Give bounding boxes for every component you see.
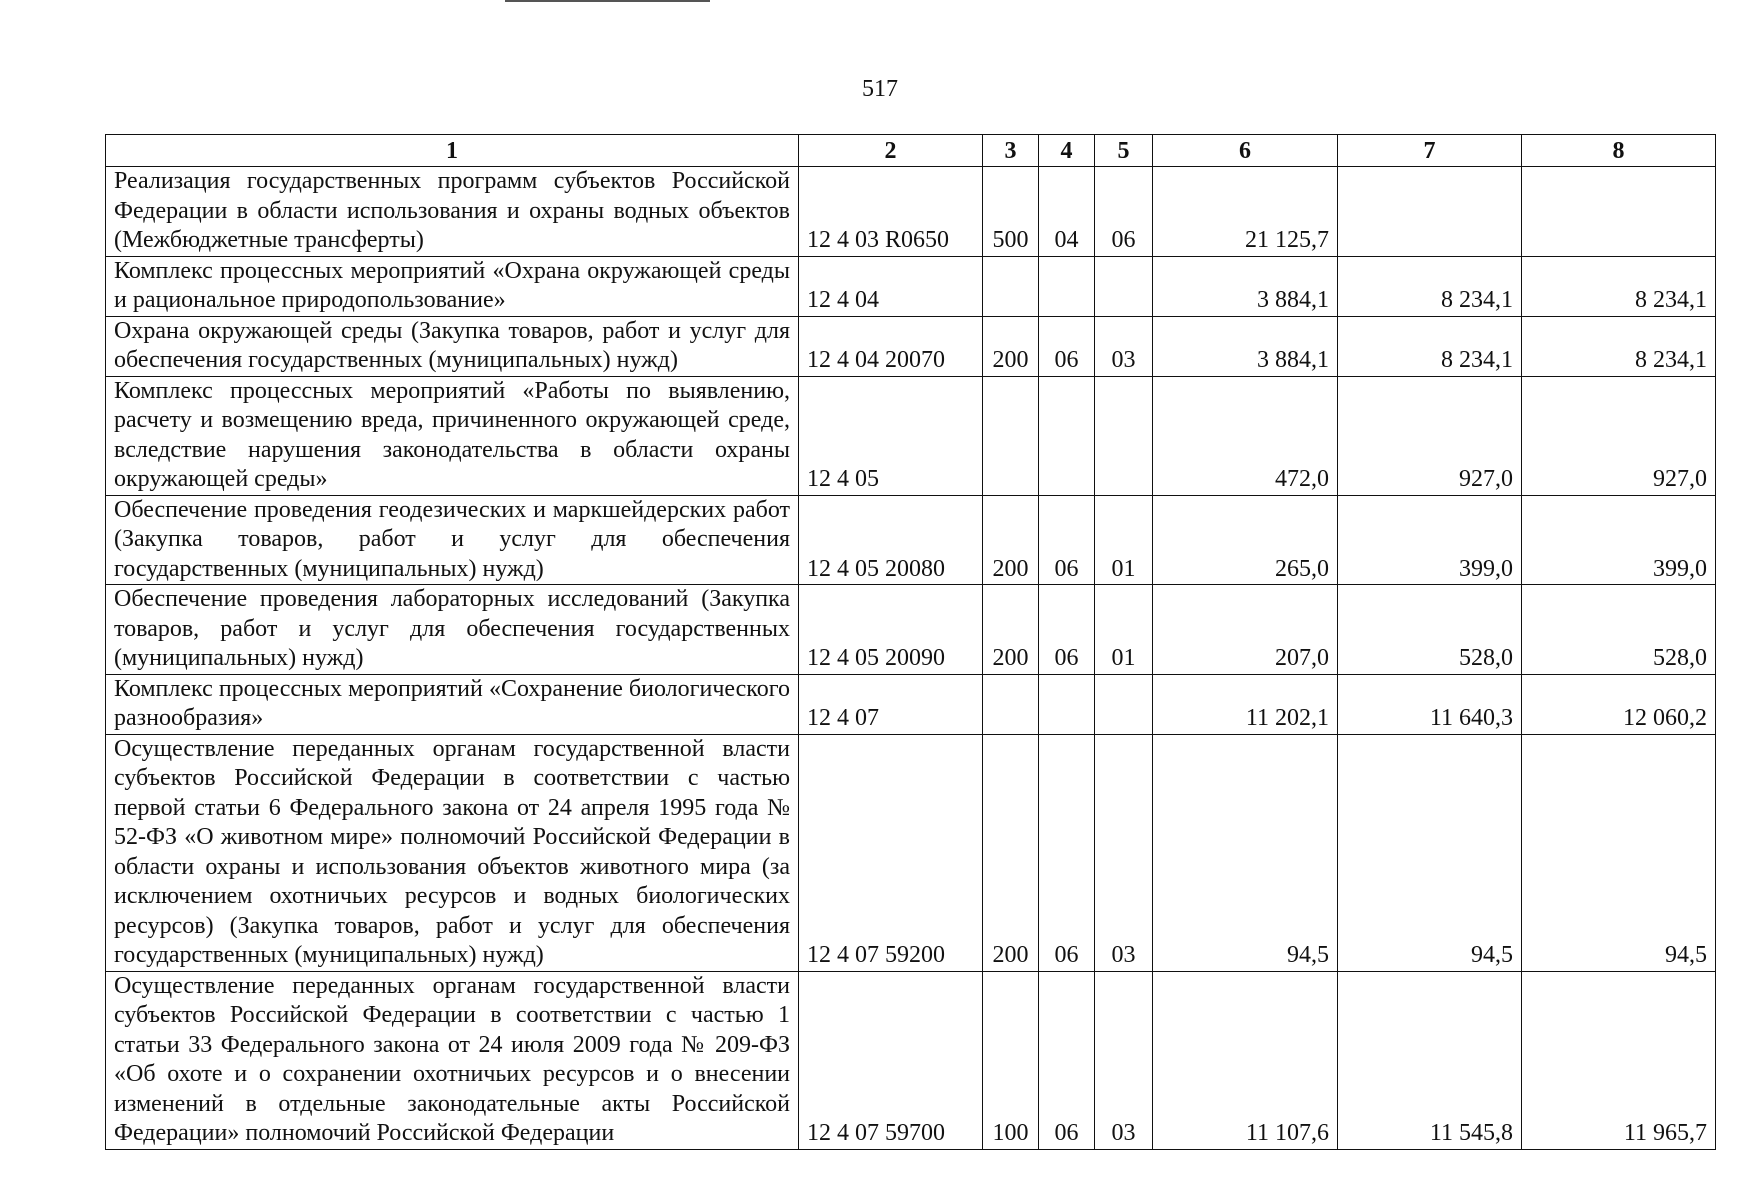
row-col-4: 06 [1039,734,1095,971]
row-name: Осуществление переданных органам государственной власти субъектов Российской Федерации в соответствии с частью первой статьи 6 Федерального закона от 24 апреля 1995 года № 52-ФЗ «О животном мире» полномочий Российской Федерации в области охраны и использования объектов животного мира (за исключением охотничьих ресурсов и водных биологических ресурсов) (Закупка товаров, работ и услуг для обеспечения государственных (муниципальных) нужд) [106,734,799,971]
row-value-6: 11 202,1 [1153,674,1338,734]
row-value-8: 399,0 [1522,495,1716,585]
row-code: 12 4 05 20090 [799,585,983,675]
row-value-7: 94,5 [1338,734,1522,971]
budget-table [105,134,1716,1150]
header-col-4: 4 [1039,135,1095,167]
row-col-3: 200 [983,585,1039,675]
row-name: Комплекс процессных мероприятий «Сохранение биологического разнообразия» [106,674,799,734]
row-value-6: 472,0 [1153,376,1338,495]
row-value-6: 265,0 [1153,495,1338,585]
row-code: 12 4 04 20070 [799,316,983,376]
table-row [106,734,1716,971]
row-col-5 [1095,376,1153,495]
row-value-7: 399,0 [1338,495,1522,585]
row-col-3: 100 [983,971,1039,1149]
row-code: 12 4 07 59700 [799,971,983,1149]
row-code: 12 4 05 20080 [799,495,983,585]
row-col-3: 200 [983,316,1039,376]
row-col-3 [983,674,1039,734]
row-value-8: 8 234,1 [1522,256,1716,316]
table-row [106,167,1716,257]
row-name: Обеспечение проведения геодезических и маркшейдерских работ (Закупка товаров, работ и услуг для обеспечения государственных (муниципальных) нужд) [106,495,799,585]
row-value-7: 11 640,3 [1338,674,1522,734]
row-value-8: 11 965,7 [1522,971,1716,1149]
table-row [106,376,1716,495]
row-col-5: 03 [1095,734,1153,971]
row-col-3: 200 [983,495,1039,585]
row-col-4: 06 [1039,971,1095,1149]
row-col-4 [1039,376,1095,495]
row-code: 12 4 03 R0650 [799,167,983,257]
header-col-2: 2 [799,135,983,167]
row-value-8: 12 060,2 [1522,674,1716,734]
row-value-6: 11 107,6 [1153,971,1338,1149]
row-col-4: 04 [1039,167,1095,257]
row-value-7: 8 234,1 [1338,256,1522,316]
row-value-7: 528,0 [1338,585,1522,675]
header-col-6: 6 [1153,135,1338,167]
row-value-6: 3 884,1 [1153,316,1338,376]
row-col-4: 06 [1039,495,1095,585]
table-row [106,674,1716,734]
row-name: Обеспечение проведения лабораторных исследований (Закупка товаров, работ и услуг для обеспечения государственных (муниципальных) нужд) [106,585,799,675]
row-value-7: 927,0 [1338,376,1522,495]
row-value-6: 94,5 [1153,734,1338,971]
row-col-5: 03 [1095,971,1153,1149]
row-code: 12 4 05 [799,376,983,495]
row-value-7 [1338,167,1522,257]
row-value-8: 528,0 [1522,585,1716,675]
row-value-8: 8 234,1 [1522,316,1716,376]
header-col-1: 1 [106,135,799,167]
row-value-8: 927,0 [1522,376,1716,495]
row-value-6: 21 125,7 [1153,167,1338,257]
row-value-6: 207,0 [1153,585,1338,675]
row-name: Комплекс процессных мероприятий «Охрана окружающей среды и рациональное природопользование» [106,256,799,316]
row-value-8 [1522,167,1716,257]
header-col-7: 7 [1338,135,1522,167]
page-number: 517 [862,76,898,102]
row-value-7: 11 545,8 [1338,971,1522,1149]
table-body [106,167,1716,1150]
header-col-3: 3 [983,135,1039,167]
table-row [106,585,1716,675]
row-name: Комплекс процессных мероприятий «Работы по выявлению, расчету и возмещению вреда, причиненного окружающей среде, вследствие нарушения законодательства в области охраны окружающей среды» [106,376,799,495]
row-code: 12 4 04 [799,256,983,316]
row-col-5 [1095,674,1153,734]
row-col-3: 200 [983,734,1039,971]
row-col-3 [983,256,1039,316]
row-col-5: 01 [1095,495,1153,585]
row-code: 12 4 07 59200 [799,734,983,971]
row-col-4: 06 [1039,585,1095,675]
table-row [106,971,1716,1149]
table-row [106,495,1716,585]
scan-edge-mark [505,0,710,2]
row-name: Осуществление переданных органам государственной власти субъектов Российской Федерации в соответствии с частью 1 статьи 33 Федерального закона от 24 июля 2009 года № 209-ФЗ «Об охоте и о сохранении охотничьих ресурсов и о внесении изменений в отдельные законодательные акты Российской Федерации» полномочий Российской Федерации [106,971,799,1149]
row-col-3 [983,376,1039,495]
table-row [106,256,1716,316]
header-col-8: 8 [1522,135,1716,167]
row-col-5: 06 [1095,167,1153,257]
header-col-5: 5 [1095,135,1153,167]
row-col-5: 03 [1095,316,1153,376]
row-col-4 [1039,256,1095,316]
row-name: Охрана окружающей среды (Закупка товаров, работ и услуг для обеспечения государственных (муниципальных) нужд) [106,316,799,376]
table-row [106,316,1716,376]
row-code: 12 4 07 [799,674,983,734]
row-name: Реализация государственных программ субъектов Российской Федерации в области использования и охраны водных объектов (Межбюджетные трансферты) [106,167,799,257]
row-value-6: 3 884,1 [1153,256,1338,316]
row-col-5: 01 [1095,585,1153,675]
row-col-4 [1039,674,1095,734]
table-header [106,135,1716,167]
row-value-7: 8 234,1 [1338,316,1522,376]
row-value-8: 94,5 [1522,734,1716,971]
row-col-4: 06 [1039,316,1095,376]
row-col-3: 500 [983,167,1039,257]
row-col-5 [1095,256,1153,316]
header-row [106,135,1716,167]
